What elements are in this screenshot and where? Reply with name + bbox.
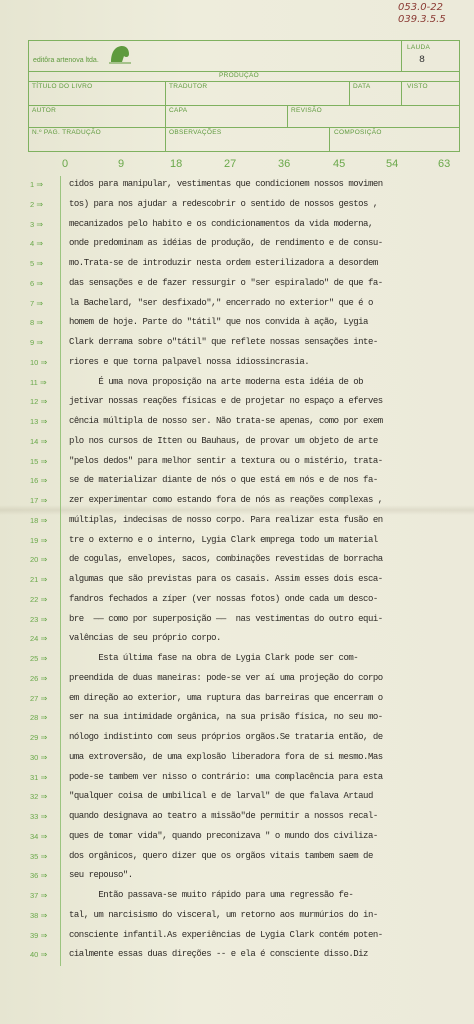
text-line: homem de hoje. Parte do "tátil" que nos convida à ação, Lygia [69,317,368,328]
text-line: zer experimentar como estando fora de nós as reações complexas , [69,495,383,505]
line-number-value: 14 [30,436,39,446]
revisao-label: REVISÃO [291,107,322,114]
line-number [30,753,60,762]
line-number [30,792,60,801]
line-number-value: 39 [30,930,39,940]
line-number-value: 37 [30,891,39,900]
line-number-value: 24 [30,634,39,644]
line-number-value: 12 [30,397,39,407]
lauda-value: 8 [419,55,426,66]
line-arrow-icon: ⇒ [38,575,48,584]
scale-mark: 18 [170,158,183,170]
tradutor-label: TRADUTOR [169,83,208,90]
line-number-value: 2 [30,199,35,209]
line-number-value: 38 [30,910,39,920]
line-number [30,457,60,466]
text-line: Esta última fase na obra de Lygia Clark pode ser com- [69,653,359,663]
line-number [30,950,60,959]
line-arrow-icon: ⇒ [34,259,44,268]
text-line: dos orgânicos, quero dizer que os orgãos vitais tambem saem de [69,850,373,861]
text-line: "pelos dedos" para melhor sentir a textura ou o mistério, trata- [69,455,383,466]
text-line: de cogulas, envelopes, sacos, combinações revestidas de borracha [69,554,383,565]
line-number [30,871,60,880]
line-arrow-icon: ⇒ [38,831,48,841]
line-number [30,713,60,722]
line-number [30,358,60,367]
text-line: pode-se tambem ver nisso o contrário: uma complacência para esta [69,771,383,782]
line-arrow-icon: ⇒ [38,594,48,604]
line-number [30,318,60,327]
line-arrow-icon: ⇒ [34,278,44,288]
text-line: fandros fechados a zíper (ver nossas fotos) onde cada um desco- [69,593,378,604]
scale-mark: 9 [118,158,125,170]
line-number [30,674,60,683]
line-number-value: 8 [30,318,35,328]
scale-mark: 0 [62,158,69,170]
line-number-value: 35 [30,851,39,861]
line-arrow-icon: ⇒ [38,614,48,624]
line-arrow-icon: ⇒ [38,515,48,525]
line-arrow-icon: ⇒ [38,417,48,426]
line-number-value: 22 [30,594,39,604]
text-line: tre o externo e o interno, Lygia Clark emprega todo um material [69,534,378,545]
line-number-value: 1 [30,180,35,189]
line-number [30,476,60,485]
line-number [30,575,60,584]
line-arrow-icon: ⇒ [38,910,48,920]
line-number-value: 33 [30,812,39,821]
scale-mark: 54 [386,158,399,170]
text-line: É uma nova proposição na arte moderna esta idéia de ob [69,376,364,387]
scale-mark: 27 [224,158,237,170]
line-number [30,417,60,426]
text-line: tal, um narcisismo do visceral, um retorno aos murmúrios do in- [69,909,378,920]
text-line: la Bachelard, "ser desfixado"," encerrado no exterior" que é o [69,297,373,308]
line-number [30,180,60,189]
line-number [30,220,60,229]
line-arrow-icon: ⇒ [38,752,48,762]
line-number [30,239,60,248]
archive-code-1: 053.0-22 [398,2,443,13]
line-number [30,536,60,545]
producao-label: PRODUÇÃO [219,72,259,79]
line-arrow-icon: ⇒ [38,357,48,367]
line-arrow-icon: ⇒ [34,199,44,209]
line-number-value: 5 [30,259,35,268]
line-number-value: 4 [30,239,35,249]
line-number [30,733,60,742]
line-number-value: 31 [30,772,39,782]
line-arrow-icon: ⇒ [38,772,48,782]
titulo-label: TÍTULO DO LIVRO [32,83,93,90]
line-number [30,832,60,841]
line-number-value: 16 [30,476,39,486]
line-number [30,615,60,624]
scale-mark: 63 [438,158,451,170]
production-form-header [28,40,460,152]
line-number-value: 32 [30,792,39,802]
text-line: ques de tomar vida", quando preconizava " o mundo dos civiliza- [69,830,378,841]
capa-label: CAPA [169,107,188,114]
visto-label: VISTO [407,83,428,90]
line-number [30,279,60,288]
line-number-value: 36 [30,871,39,881]
text-line: riores e que torna palpavel nossa idiossincrasia. [69,356,310,367]
text-line: cialmente essas duas direções -- e ela é consciente disso.Diz [69,949,368,960]
line-number-value: 13 [30,417,39,426]
text-line: onde predominam as idéias de produção, de rendimento e de consu- [69,238,383,249]
line-arrow-icon: ⇒ [34,219,44,229]
line-number [30,496,60,505]
line-arrow-icon: ⇒ [38,713,48,723]
line-arrow-icon: ⇒ [38,436,48,446]
line-arrow-icon: ⇒ [38,456,48,466]
line-number [30,259,60,268]
line-arrow-icon: ⇒ [38,693,48,703]
line-number-value: 23 [30,614,39,624]
scale-mark: 45 [333,158,346,170]
scale-mark: 36 [278,158,291,170]
data-label: DATA [353,83,371,90]
text-line: jetivar nossas reações físicas e de projetar no espaço a eferves [69,396,383,407]
line-arrow-icon: ⇒ [38,950,48,960]
line-arrow-icon: ⇒ [38,555,48,565]
line-arrow-icon: ⇒ [34,338,44,347]
line-number [30,378,60,387]
line-arrow-icon: ⇒ [34,239,44,249]
line-number [30,299,60,308]
autor-label: AUTOR [32,107,57,114]
column-scale [0,158,474,174]
line-arrow-icon: ⇒ [38,812,48,821]
line-arrow-icon: ⇒ [38,673,48,683]
line-number-value: 27 [30,693,39,703]
text-line: mecanizados pelo habito e os condicionamentos da vida moderna, [69,218,373,229]
text-line: tos) para nos ajudar a redescobrir o sentido de nossos gestos , [69,198,378,209]
line-number [30,852,60,861]
text-line: cência múltipla de nosso ser. Não trata-se apenas, como por exem [69,416,383,426]
line-arrow-icon: ⇒ [38,496,48,505]
line-arrow-icon: ⇒ [38,397,48,407]
line-number-value: 10 [30,357,39,367]
line-arrow-icon: ⇒ [38,476,48,486]
line-number-value: 28 [30,713,39,723]
line-number [30,773,60,782]
line-number [30,812,60,821]
text-line: múltiplas, indecisas de nosso corpo. Para realizar esta fusão en [69,514,383,525]
text-line: plo nos cursos de Itten ou Bauhaus, de provar um objeto de arte [69,435,378,446]
line-arrow-icon: ⇒ [38,871,48,881]
text-line: uma extroversão, de uma explosão liberadora fora de si mesmo.Mas [69,751,383,762]
line-number [30,200,60,209]
line-number-value: 21 [30,575,39,584]
line-arrow-icon: ⇒ [37,377,47,387]
text-line: em direção ao exterior, uma ruptura das barreiras que encerram o [69,692,383,703]
line-arrow-icon: ⇒ [38,535,48,545]
line-arrow-icon: ⇒ [34,298,44,308]
line-number-value: 15 [30,456,39,466]
line-number [30,437,60,446]
line-number [30,891,60,900]
text-line: Clark derrama sobre o"tátil" que reflete nossas sensações inte- [69,337,378,347]
paper-fold [0,505,474,515]
line-number [30,555,60,564]
line-arrow-icon: ⇒ [38,851,48,861]
text-line: valências de seu próprio corpo. [69,633,221,644]
line-number-value: 34 [30,831,39,841]
line-arrow-icon: ⇒ [34,180,44,189]
line-number [30,595,60,604]
line-number-value: 11 [30,377,38,387]
line-number-value: 25 [30,654,39,663]
line-number-value: 6 [30,278,35,288]
text-line: nólogo indistinto com seus próprios orgãos.Se trataria então, de [69,732,383,742]
line-arrow-icon: ⇒ [38,792,48,802]
line-arrow-icon: ⇒ [38,733,48,742]
text-line: das sensações e de fazer ressurgir o "ser espiralado" de que fa- [69,277,383,288]
text-line: quando designava ao teatro a missão"de permitir a nossos recal- [69,811,378,821]
line-number-value: 7 [30,298,35,308]
line-number-value: 19 [30,535,39,545]
text-line: preendida de duas maneiras: pode-se ver aí uma projeção do corpo [69,672,383,683]
line-number [30,397,60,406]
line-arrow-icon: ⇒ [38,634,48,644]
line-number [30,931,60,940]
observacoes-label: OBSERVAÇÕES [169,129,222,136]
line-number-value: 30 [30,752,39,762]
line-number [30,694,60,703]
line-number-value: 18 [30,515,39,525]
lauda-label: LAUDA [407,44,431,51]
margin-rule [60,176,61,966]
line-number-value: 9 [30,338,35,347]
publisher-brand: editôra artenova ltda. [33,57,99,64]
text-line: bre —— como por superposição —— nas vestimentas do outro equi- [69,613,383,624]
publisher-logo-icon [109,44,131,64]
archive-code-2: 039.3.5.5 [398,14,446,25]
line-number [30,516,60,525]
text-line: cidos para manipular, vestimentas que condicionem nossos movimen [69,179,383,189]
text-line: mo.Trata-se de introduzir nesta ordem esterilizadora a desordem [69,258,378,268]
line-number-value: 29 [30,733,39,742]
text-line: ser na sua intimidade orgânica, na sua prisão física, no seu mo- [69,712,383,723]
line-number [30,338,60,347]
line-arrow-icon: ⇒ [34,318,44,328]
line-number-value: 26 [30,673,39,683]
line-arrow-icon: ⇒ [38,654,48,663]
line-number-value: 17 [30,496,39,505]
composicao-label: COMPOSIÇÃO [334,129,382,136]
line-number-value: 3 [30,219,35,229]
text-line: Então passava-se muito rápido para uma regressão fe- [69,890,354,900]
line-number-value: 40 [30,950,39,960]
text-line: "qualquer coisa de umbilical e de larval" de que falava Artaud [69,791,373,802]
line-arrow-icon: ⇒ [38,891,48,900]
line-number-value: 20 [30,555,39,565]
text-line: seu repouso". [69,870,133,881]
text-line: algumas que são previstas para os casais. Assim esses dois esca- [69,574,383,584]
text-line: consciente infantil.As experiências de Lygia Clark contém poten- [69,929,383,940]
pag-traducao-label: N.º PAG. TRADUÇÃO [32,129,101,136]
line-arrow-icon: ⇒ [38,930,48,940]
line-number [30,654,60,663]
line-number [30,911,60,920]
text-line: se de materializar diante de nós o que está em nós e de nos fa- [69,475,378,486]
line-number [30,634,60,643]
